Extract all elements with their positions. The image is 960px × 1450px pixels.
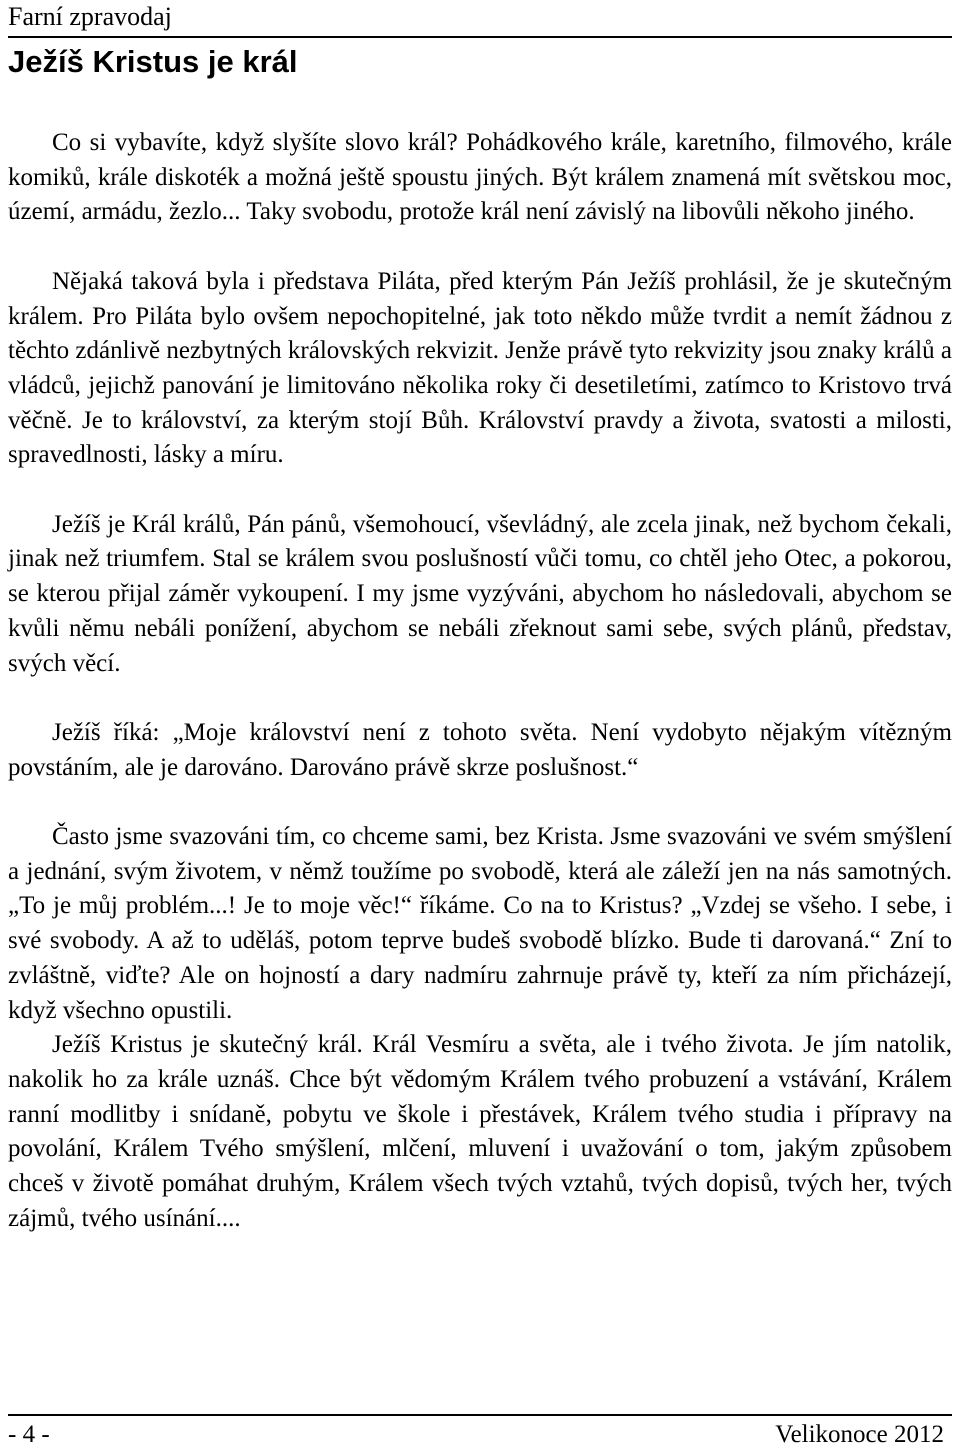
paragraph-3: Ježíš je Král králů, Pán pánů, všemohoucí, vševládný, ale zcela jinak, než bychom čekali, jinak než triumfem. Stal se králem svou poslušností vůči tomu, co chtěl jeho Otec, a pokorou, se kterou přijal záměr vykoupení. I my jsme vyzýváni, abychom ho následovali, abychom se kvůli němu nebáli ponížení, abychom se nebáli zřeknout sami sebe, svých plánů, představ, svých věcí. — [8, 510, 952, 677]
page-header — [8, 0, 952, 38]
paragraph-4: Ježíš říká: „Moje království není z tohoto světa. Není vydobyto nějakým vítězným povstáním, ale je darováno. Darováno právě skrze poslušnost.“ — [8, 718, 952, 781]
publication-name: Farní zpravodaj — [8, 2, 172, 31]
paragraph-5: Často jsme svazováni tím, co chceme sami, bez Krista. Jsme svazováni ve svém smýšlení a jednání, svým životem, v němž toužíme po svobodě, která ale záleží jen na nás samotných. „To je můj problém...! Je to moje věc!“ říkáme. Co na to Kristus? „Vzdej se všeho. I sebe, i své svobody. A až to uděláš, potom teprve budeš svobodě blízko. Bude ti darovaná.“ Zní to zvláštně, viďte? Ale on hojností a dary nadmíru zahrnuje právě ty, kteří za ním přicházejí, když všechno opustili. — [8, 823, 952, 1024]
article-body — [8, 126, 952, 1236]
article-title: Ježíš Kristus je král — [8, 44, 298, 79]
paragraph-6: Ježíš Kristus je skutečný král. Král Vesmíru a světa, ale i tvého života. Je jím natolik, nakolik ho za krále uznáš. Chce být vědomým Králem tvého probuzení a vstávání, Králem ranní modlitby i snídaně, pobytu ve škole i přestávek, Králem tvého studia i přípravy na povolání, Králem Tvého smýšlení, mlčení, mluvení i uvažování o tom, jakým způsobem chceš v životě pomáhat druhým, Králem všech tvých vztahů, tvých dopisů, tvých her, tvých zájmů, tvého usínání.... — [8, 1031, 952, 1232]
paragraph-2: Nějaká taková byla i představa Piláta, před kterým Pán Ježíš prohlásil, že je skutečným králem. Pro Piláta bylo ovšem nepochopitelné, jak toto někdo může tvrdit a nemít žádnou z těchto zdánlivě nezbytných královských rekvizit. Jenže právě tyto rekvizity jsou znaky králů a vládců, jejichž panování je limitováno několika roky či desetiletími, zatímco to Kristovo trvá věčně. Je to království, za kterým stojí Bůh. Království pravdy a života, svatosti a milosti, spravedlnosti, lásky a míru. — [8, 267, 952, 469]
document-page — [8, 0, 952, 1448]
issue-label: Velikonoce 2012 — [775, 1421, 944, 1448]
page-footer — [8, 1414, 952, 1450]
page-number: - 4 - — [8, 1421, 50, 1448]
paragraph-1: Co si vybavíte, když slyšíte slovo král? Pohádkového krále, karetního, filmového, krále komiků, krále diskoték a možná ještě spoustu jiných. Být králem znamená mít světskou moc, území, armádu, žezlo... Taky svobodu, protože král není závislý na libovůli někoho jiného. — [8, 129, 952, 226]
